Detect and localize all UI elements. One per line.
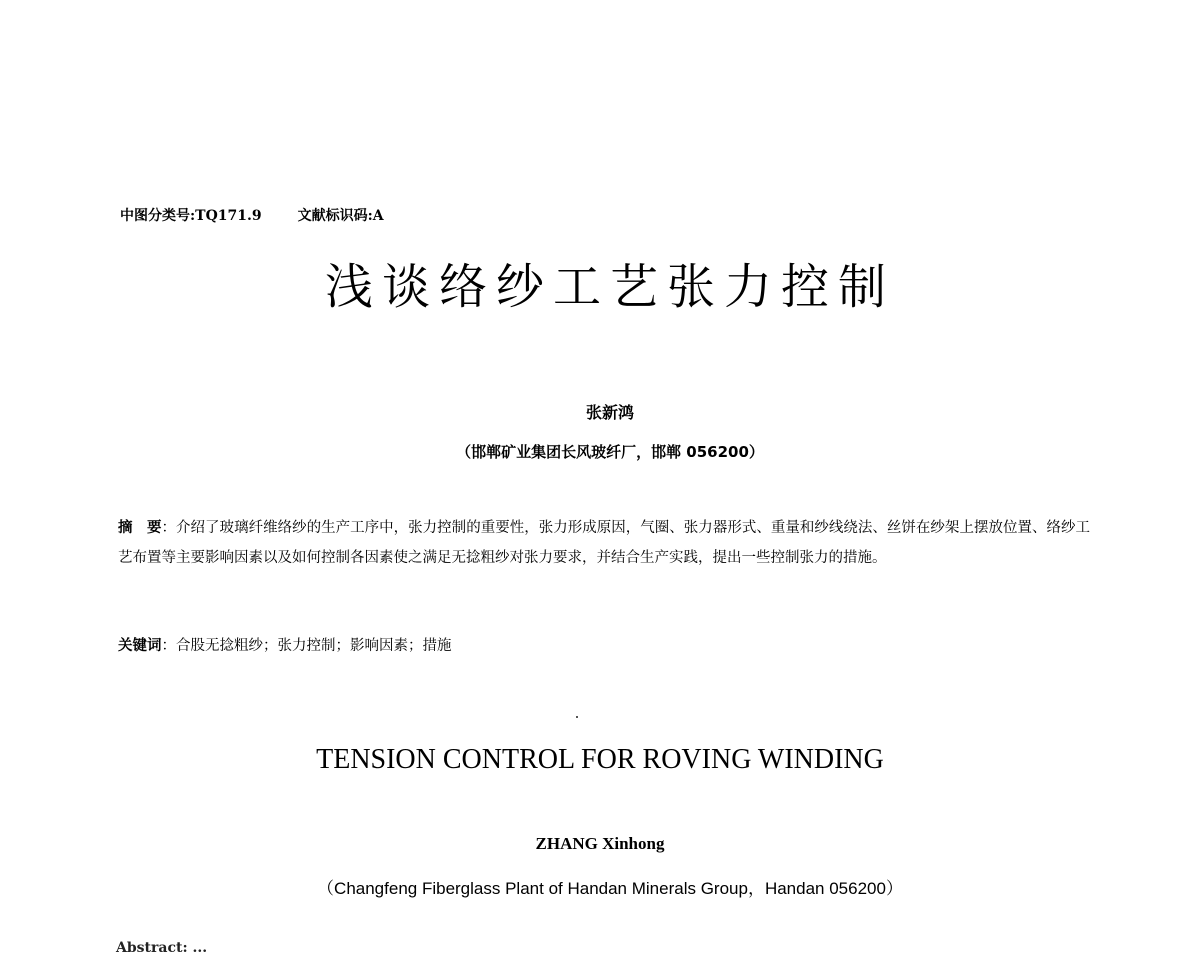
chinese-author: 张新鸿: [585, 403, 634, 422]
abstract-text: ：介绍了玻璃纤维络纱的生产工序中，张力控制的重要性，张力形成原因，气圈、张力器形式、重量和纱线绕法、丝饼在纱架上摆放位置、络纱工艺布置等主要影响因素以及如何控制各因素使之满足无捻粗纱对张力要求，并结合生产实践，提出一些控制张力的措施。: [118, 520, 1091, 566]
scan-speck: [576, 716, 578, 718]
chinese-affiliation: （邯郸矿业集团长风玻纤厂，邯郸 056200）: [456, 443, 764, 461]
abstract-label: 摘 要: [118, 520, 162, 536]
clc-number: 中图分类号:TQ171.9: [120, 208, 262, 224]
chinese-keywords: [118, 634, 452, 655]
english-title: TENSION CONTROL FOR ROVING WINDING: [316, 744, 884, 775]
classification-line: [120, 205, 384, 225]
document-code: 文献标识码:A: [297, 208, 384, 224]
keywords-label: 关键词: [118, 638, 162, 654]
cutoff-abstract-line: Abstract: ...: [116, 940, 208, 956]
chinese-title: 浅谈络纱工艺张力控制: [324, 259, 895, 315]
english-author: ZHANG Xinhong: [535, 834, 665, 853]
english-affiliation: （Changfeng Fiberglass Plant of Handan Minerals Group，Handan 056200）: [317, 879, 903, 898]
keywords-text: ：合股无捻粗纱；张力控制；影响因素；措施: [161, 638, 452, 654]
chinese-abstract: [118, 513, 1090, 573]
